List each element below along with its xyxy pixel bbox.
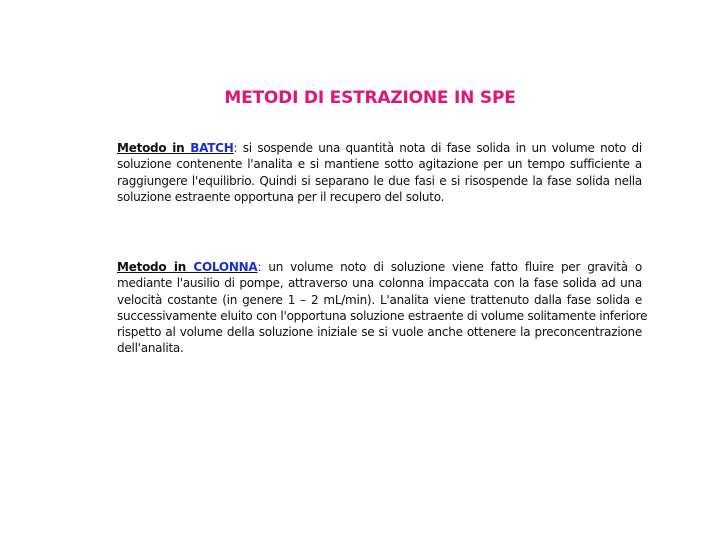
paragraph-line: successivamente eluito con l'opportuna soluzione estraente di volume solitamente inferiore	[117, 308, 648, 323]
batch-method-paragraph	[117, 140, 642, 205]
method-label	[117, 141, 234, 155]
paragraph-line: velocità costante (in genere 1 – 2 mL/min). L'analita viene trattenuto dalla fase solida e	[117, 292, 642, 307]
line-text: un volume noto di soluzione viene fatto fluire per gravità o	[261, 260, 642, 274]
column-method-paragraph	[117, 259, 648, 357]
paragraph-line: rispetto al volume della soluzione iniziale se si vuole anche ottenere la preconcentrazione	[117, 325, 642, 340]
method-keyword-colonna: COLONNA	[193, 260, 258, 274]
paragraph-line: dell'analita.	[117, 341, 184, 356]
paragraph-line	[117, 259, 642, 275]
paragraph-line: mediante l'ausilio di pompe, attraverso una colonna impaccata con la fase solida ad una	[117, 276, 642, 291]
colon: :	[233, 141, 238, 155]
colon: :	[257, 260, 262, 274]
line-text: si sospende una quantità nota di fase solida in un volume noto di	[237, 141, 643, 155]
method-label-text: Metodo in	[117, 260, 194, 274]
method-label-text: Metodo in	[117, 141, 191, 155]
paragraph-line: raggiungere l'equilibrio. Quindi si separano le due fasi e si risospende la fase solida nella	[117, 173, 642, 188]
paragraph-line: soluzione contenente l'analita e si mantiene sotto agitazione per un tempo sufficiente a	[117, 157, 642, 172]
paragraph-line: soluzione estraente opportuna per il recupero del soluto.	[117, 189, 445, 204]
method-keyword-batch: BATCH	[190, 141, 234, 155]
slide-title: METODI DI ESTRAZIONE IN SPE	[224, 88, 516, 108]
paragraph-line	[117, 140, 642, 156]
method-label	[117, 260, 257, 274]
